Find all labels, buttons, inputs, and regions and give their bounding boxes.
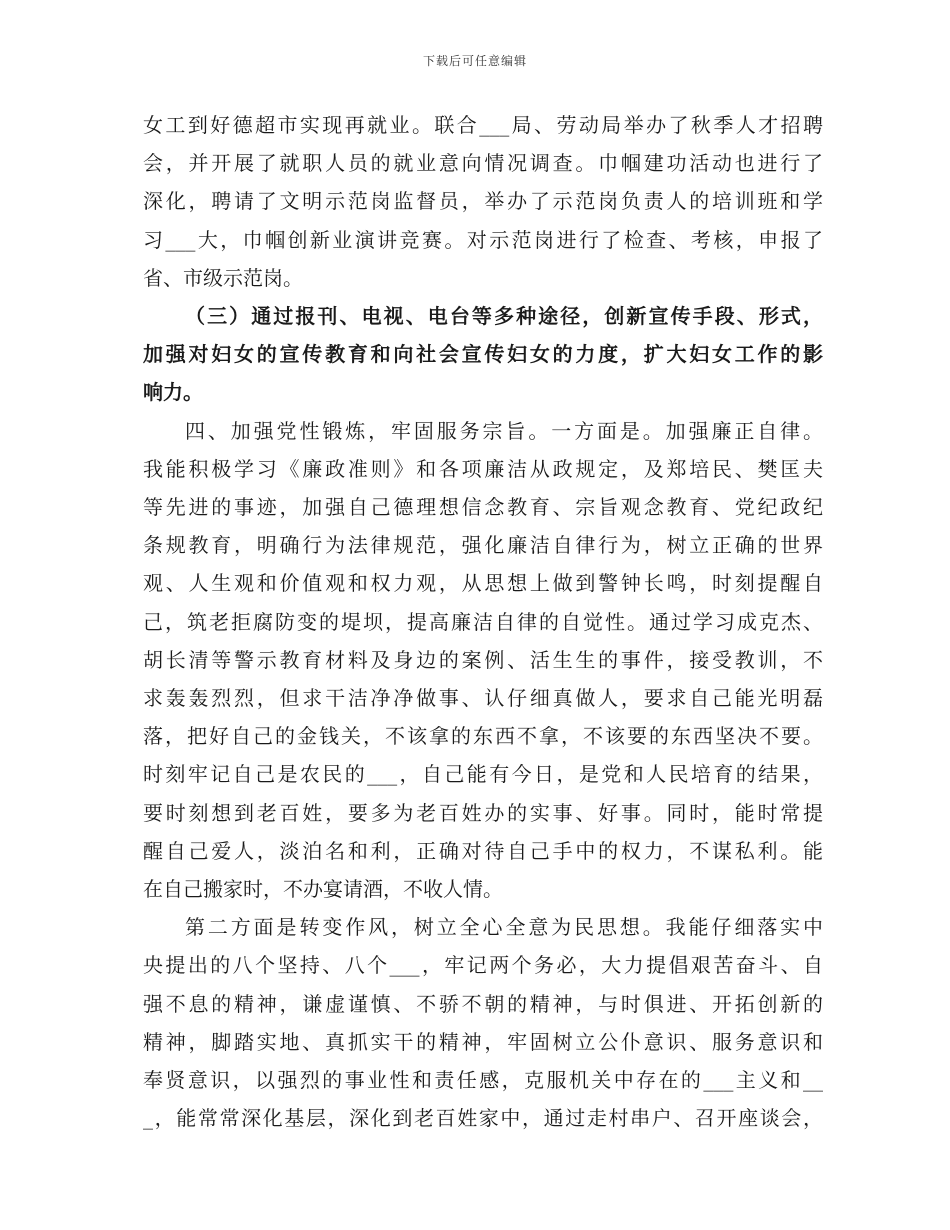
text-line: 会，并开展了就职人员的就业意向情况调查。巾帼建功活动也进行了 bbox=[143, 151, 823, 176]
text-line: 奉贤意识，以强烈的事业性和责任感，克服机关中存在的___主义和__ bbox=[143, 1068, 823, 1093]
text-line: 省、市级示范岗。 bbox=[143, 265, 303, 290]
text-line: 习___大，巾帼创新业演讲竞赛。对示范岗进行了检查、考核，申报了 bbox=[143, 227, 823, 252]
paragraph-employment bbox=[143, 106, 823, 297]
text-line: 第二方面是转变作风，树立全心全意为民思想。我能仔细落实中 bbox=[185, 915, 823, 940]
page-header: 下载后可任意编辑 bbox=[422, 54, 527, 68]
paragraph-work-style bbox=[143, 908, 823, 1137]
text-line: 醒自己爱人，淡泊名和利，正确对待自己手中的权力，不谋私利。能 bbox=[143, 838, 823, 863]
paragraph-party-discipline bbox=[143, 412, 823, 909]
text-line: 精神，脚踏实地、真抓实干的精神，牢固树立公仆意识、服务意识和 bbox=[143, 1029, 823, 1054]
text-line: 等先进的事迹，加强自己德理想信念教育、宗旨观念教育、党纪政纪 bbox=[143, 495, 823, 520]
text-line: 己，筑老拒腐防变的堤坝，提高廉洁自律的自觉性。通过学习成克杰、 bbox=[143, 609, 823, 634]
text-line: 落，把好自己的金钱关，不该拿的东西不拿，不该要的东西坚决不要。 bbox=[143, 724, 823, 749]
text-line: 女工到好德超市实现再就业。联合___局、劳动局举办了秋季人才招聘 bbox=[143, 113, 823, 137]
text-line: 央提出的八个坚持、八个___，牢记两个务必，大力提倡艰苦奋斗、自 bbox=[143, 953, 823, 978]
text-line: 时刻牢记自己是农民的___，自己能有今日，是党和人民培育的结果， bbox=[143, 762, 823, 787]
text-line: （三）通过报刊、电视、电台等多种途径，创新宣传手段、形式， bbox=[185, 304, 823, 329]
text-line: 响力。 bbox=[143, 380, 203, 405]
text-line: 条规教育，明确行为法律规范，强化廉洁自律行为，树立正确的世界 bbox=[143, 533, 823, 558]
text-line: 在自己搬家时，不办宴请酒，不收人情。 bbox=[143, 877, 503, 902]
section-heading-three bbox=[143, 297, 823, 412]
text-line: 加强对妇女的宣传教育和向社会宣传妇女的力度，扩大妇女工作的影 bbox=[143, 342, 823, 367]
text-line: _，能常常深化基层，深化到老百姓家中，通过走村串户、召开座谈会， bbox=[143, 1106, 823, 1131]
text-line: 四、加强党性锻炼，牢固服务宗旨。一方面是。加强廉正自律。 bbox=[185, 418, 823, 443]
text-line: 强不息的精神，谦虚谨慎、不骄不朝的精神，与时俱进、开拓创新的 bbox=[143, 991, 823, 1016]
text-line: 求轰轰烈烈，但求干洁净净做事、认仔细真做人，要求自己能光明磊 bbox=[143, 686, 823, 711]
text-line: 要时刻想到老百姓，要多为老百姓办的实事、好事。同时，能时常提 bbox=[143, 800, 823, 825]
document-body bbox=[143, 106, 823, 1137]
text-line: 我能积极学习《廉政准则》和各项廉洁从政规定，及郑培民、樊匡夫 bbox=[143, 456, 823, 481]
text-line: 深化，聘请了文明示范岗监督员，举办了示范岗负责人的培训班和学 bbox=[143, 189, 823, 214]
text-line: 胡长清等警示教育材料及身边的案例、活生生的事件，接受教训，不 bbox=[143, 647, 823, 672]
text-line: 观、人生观和价值观和权力观，从思想上做到警钟长鸣，时刻提醒自 bbox=[143, 571, 823, 596]
